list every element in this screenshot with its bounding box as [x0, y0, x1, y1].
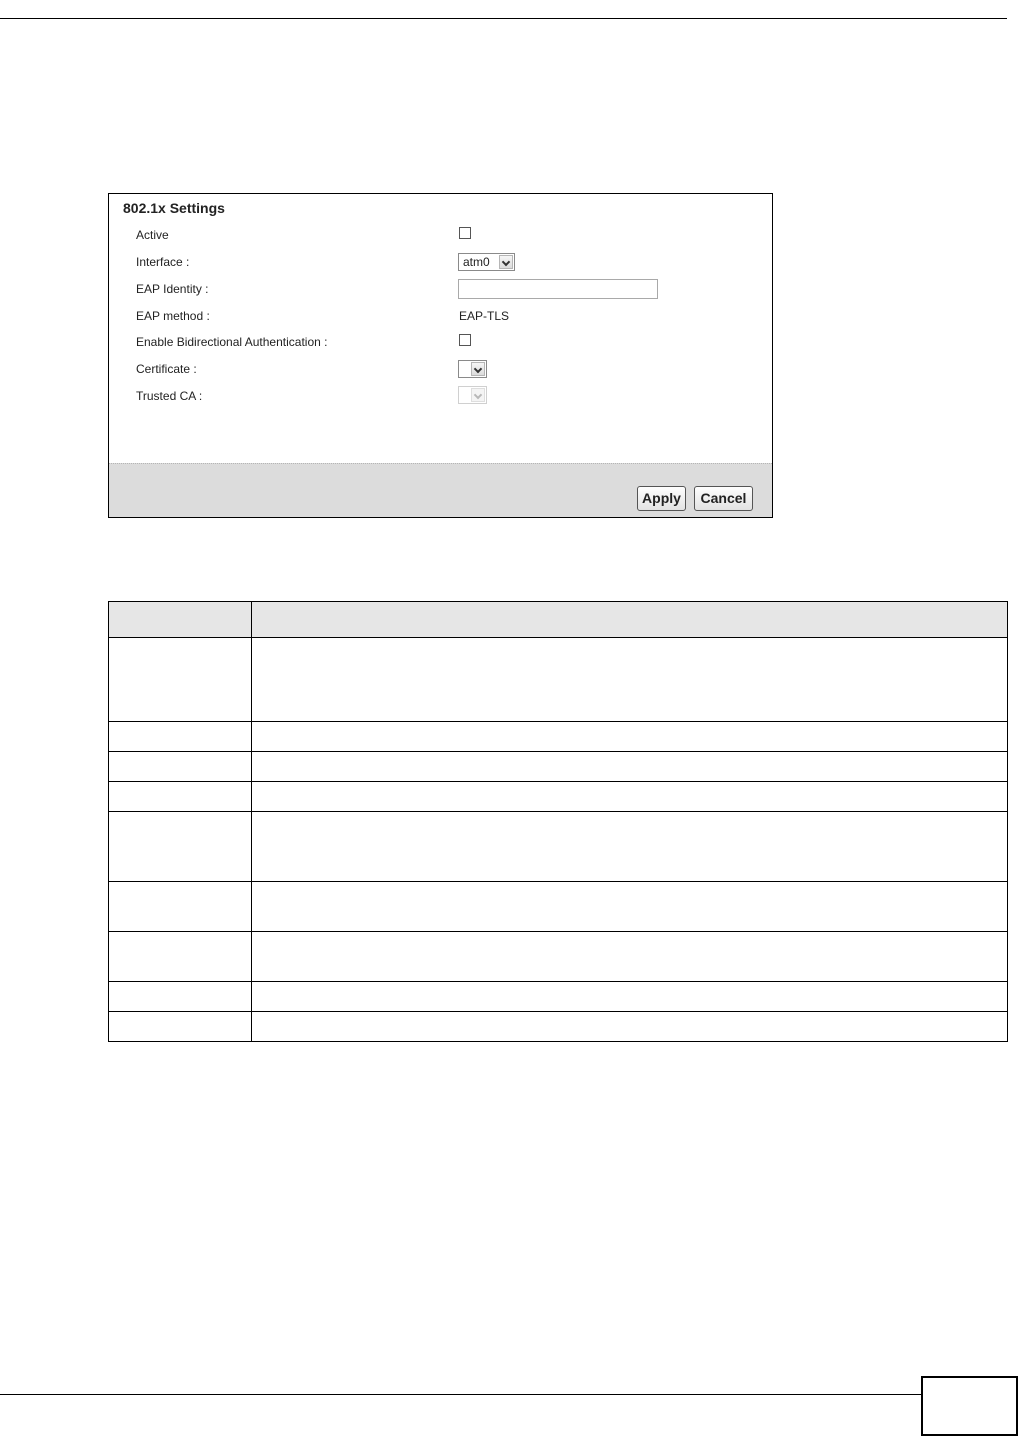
table-header-cell [252, 602, 1008, 638]
settings-panel [108, 193, 773, 518]
table-row [109, 722, 1008, 752]
chevron-down-icon [471, 362, 485, 376]
trusted-ca-label: Trusted CA : [136, 389, 203, 403]
active-checkbox[interactable] [459, 227, 471, 239]
table-header-cell [109, 602, 252, 638]
table-row [109, 882, 1008, 932]
table-row [109, 982, 1008, 1012]
apply-button[interactable]: Apply [637, 486, 686, 511]
chevron-down-icon [499, 255, 513, 269]
cancel-button[interactable]: Cancel [694, 486, 753, 511]
footer-rule [0, 1394, 921, 1395]
table-row [109, 638, 1008, 722]
table-header-row [109, 602, 1008, 638]
table-row [109, 782, 1008, 812]
header-rule [0, 18, 1007, 19]
certificate-select[interactable] [458, 360, 487, 378]
bidirectional-checkbox[interactable] [459, 334, 471, 346]
certificate-label: Certificate : [136, 362, 197, 376]
page-number-box [921, 1376, 1018, 1436]
trusted-ca-select[interactable] [458, 386, 487, 404]
interface-select[interactable] [458, 253, 515, 271]
table-row [109, 812, 1008, 882]
eap-method-label: EAP method : [136, 309, 210, 323]
interface-label: Interface : [136, 255, 190, 269]
table-row [109, 932, 1008, 982]
eap-identity-input[interactable] [458, 279, 658, 299]
chevron-down-icon [471, 388, 485, 402]
active-label: Active [136, 228, 169, 242]
interface-value: atm0 [463, 255, 490, 269]
bidirectional-label: Enable Bidirectional Authentication : [136, 335, 328, 349]
description-table [108, 601, 1008, 1042]
panel-footer [109, 463, 772, 517]
table-row [109, 1012, 1008, 1042]
table-row [109, 752, 1008, 782]
panel-title: 802.1x Settings [123, 200, 225, 216]
eap-identity-label: EAP Identity : [136, 282, 209, 296]
eap-method-value: EAP-TLS [459, 309, 510, 323]
